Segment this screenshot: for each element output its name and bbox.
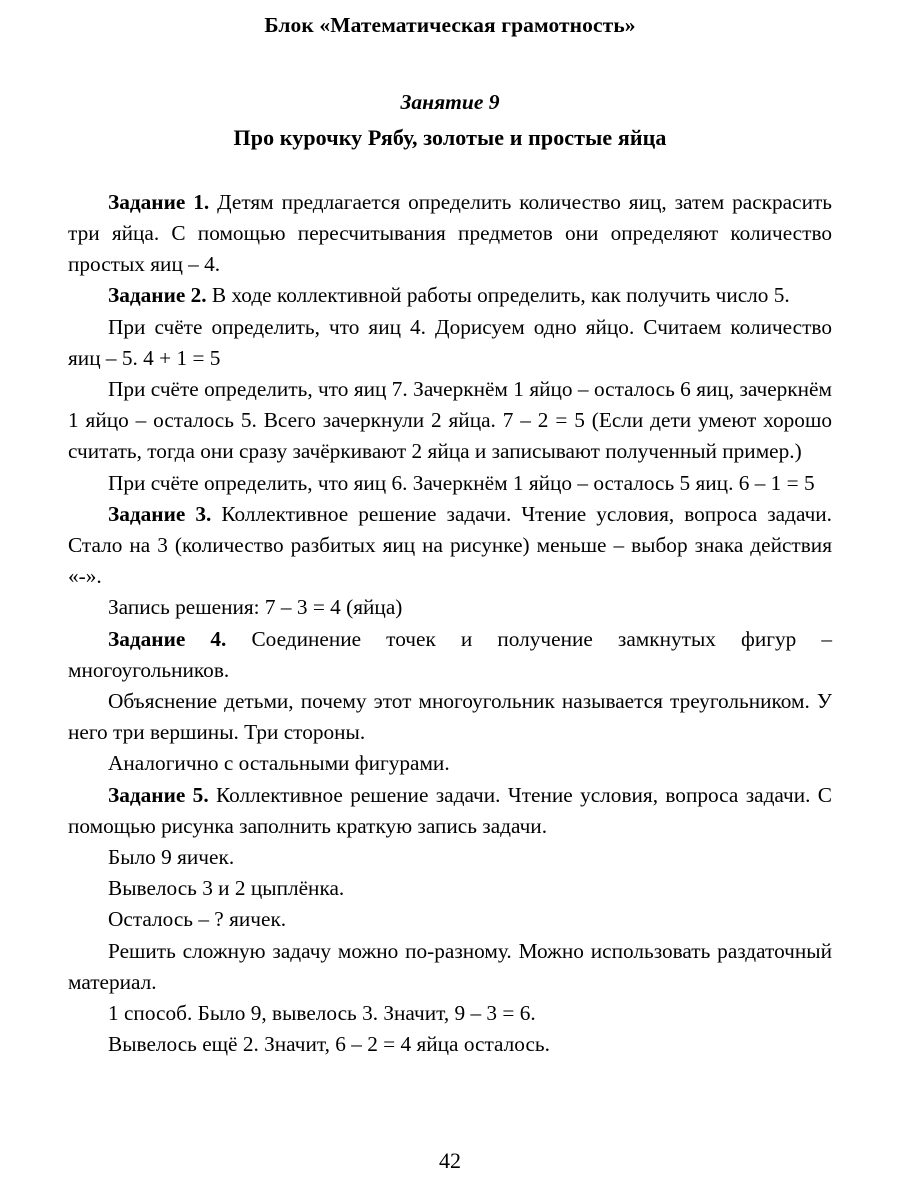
lesson-number: Занятие 9: [400, 89, 500, 114]
paragraph-task-1: [68, 187, 832, 281]
paragraph-methods-intro: [68, 936, 832, 998]
paragraph-analogous: [68, 748, 832, 779]
paragraph-lead-task-3: Задание 3.: [108, 501, 212, 526]
paragraph-lead-task-4: Задание 4.: [108, 626, 227, 651]
paragraph-text-methods-intro: Решить сложную задачу можно по-разному. Можно использовать раздаточный материал.: [68, 938, 832, 994]
lesson-heading-block: [0, 87, 900, 153]
paragraph-task-5: [68, 780, 832, 842]
paragraph-text-task-4: Соединение точек и получение замкнутых фигур – многоугольников.: [68, 626, 832, 682]
document-body: [0, 187, 900, 1061]
paragraph-text-method-1-cont: Вывелось ещё 2. Значит, 6 – 2 = 4 яйца осталось.: [108, 1032, 550, 1057]
paragraph-task-4: [68, 624, 832, 686]
paragraph-was-9: [68, 842, 832, 873]
paragraph-count-4: [68, 312, 832, 374]
paragraph-lead-task-2: Задание 2.: [108, 283, 207, 308]
paragraph-count-6: [68, 468, 832, 499]
paragraph-method-1-cont: [68, 1029, 832, 1060]
paragraph-text-hatched: Вывелось 3 и 2 цыплёнка.: [108, 876, 345, 901]
paragraph-text-count-4: При счёте определить, что яиц 4. Дорисуем одно яйцо. Считаем количество яиц – 5. 4 + 1 = 5: [68, 314, 832, 370]
paragraph-task-2: [68, 280, 832, 311]
paragraph-text-solution-record: Запись решения: 7 – 3 = 4 (яйца): [108, 595, 403, 620]
paragraph-lead-task-5: Задание 5.: [108, 782, 209, 807]
paragraph-solution-record: [68, 592, 832, 623]
paragraph-text-explanation: Объяснение детьми, почему этот многоугольник называется треугольником. У него три вершины. Три стороны.: [68, 689, 832, 745]
paragraph-text-left: Осталось – ? яичек.: [108, 907, 287, 932]
paragraph-text-count-7: При счёте определить, что яиц 7. Зачеркнём 1 яйцо – осталось 6 яиц, зачеркнём 1 яйцо – осталось 5. Всего зачеркнули 2 яйца. 7 – 2 = 5 (Если дети умеют хорошо считать, тогда они сразу зачёркивают 2 яйца и записывают полученный пример.): [68, 377, 832, 464]
paragraph-text-method-1: 1 способ. Было 9, вывелось 3. Значит, 9 – 3 = 6.: [108, 1001, 536, 1026]
paragraph-method-1: [68, 998, 832, 1029]
paragraph-text-analogous: Аналогично с остальными фигурами.: [108, 751, 450, 776]
paragraph-text-task-2: В ходе коллективной работы определить, как получить число 5.: [206, 283, 790, 308]
paragraph-text-task-5: Коллективное решение задачи. Чтение условия, вопроса задачи. С помощью рисунка заполнить краткую запись задачи.: [68, 782, 833, 838]
running-head: Блок «Математическая грамотность»: [264, 13, 636, 37]
paragraph-text-was-9: Было 9 яичек.: [108, 845, 235, 870]
paragraph-text-task-3: Коллективное решение задачи. Чтение условия, вопроса задачи. Стало на 3 (количество разбитых яиц на рисунке) меньше – выбор знака действия «-».: [68, 501, 832, 589]
paragraph-count-7: [68, 374, 832, 468]
paragraph-text-task-1: Детям предлагается определить количество яиц, затем раскрасить три яйца. С помощью пересчитывания предметов они определяют количество простых яиц – 4.: [68, 189, 832, 277]
paragraph-task-3: [68, 499, 832, 593]
paragraph-text-count-6: При счёте определить, что яиц 6. Зачеркнём 1 яйцо – осталось 5 яиц. 6 – 1 = 5: [108, 470, 815, 495]
paragraph-explanation: [68, 686, 832, 748]
paragraph-lead-task-1: Задание 1.: [108, 189, 210, 214]
page-number: 42: [439, 1148, 461, 1173]
paragraph-hatched: [68, 873, 832, 904]
paragraph-left: [68, 904, 832, 935]
lesson-title: Про курочку Рябу, золотые и простые яйца: [233, 124, 667, 150]
